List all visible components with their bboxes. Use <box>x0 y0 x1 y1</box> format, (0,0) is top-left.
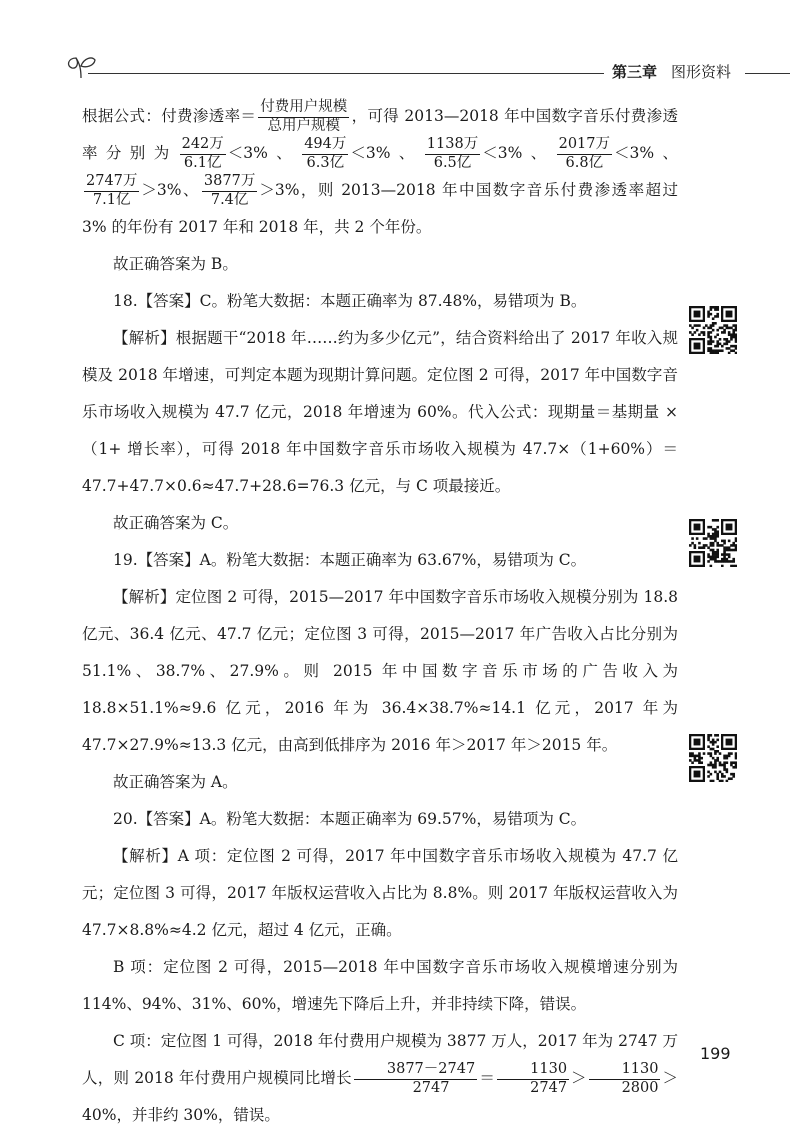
frac-num: 2017万 <box>557 136 612 154</box>
c-formula <box>352 1061 663 1096</box>
header-rule-right <box>745 73 790 74</box>
leaf-icon <box>64 48 98 82</box>
page-number: 199 <box>700 1044 731 1063</box>
chapter-heading <box>612 61 731 82</box>
formula-numerator: 付费用户规模 <box>258 99 349 117</box>
c-equals: ＝ <box>479 1069 496 1087</box>
p1-lead: 根据公式：付费渗透率＝ <box>82 107 257 125</box>
formula-fraction <box>258 99 349 135</box>
qr-code-icon[interactable] <box>689 519 737 567</box>
frac-den: 7.1亿 <box>92 191 131 208</box>
q18-answer: 18.【答案】C。粉笔大数据：本题正确率为 87.48%，易错项为 B。 <box>113 292 587 310</box>
frac-cmp: ＞3%、 <box>141 181 200 199</box>
p1-tail: 则 2013—2018 年中国数字音乐付费渗透率超过 3% 的年份有 2017 年和 2018 年，共 2 个年份。 <box>82 181 678 236</box>
fraction-group-0 <box>178 136 301 171</box>
frac-num: 3877万 <box>202 173 257 191</box>
c-frac2-den: 2747 <box>530 1079 568 1096</box>
formula-denominator: 总用户规模 <box>267 117 341 134</box>
frac-cmp: ＜3%、 <box>350 144 423 162</box>
p1-formula-paragraph <box>82 98 678 246</box>
fraction-group-1 <box>300 136 423 171</box>
page-header <box>0 0 800 90</box>
fraction-group-3 <box>555 136 679 171</box>
frac-num: 1138万 <box>425 136 480 154</box>
frac-cmp: ＜3%、 <box>614 144 679 162</box>
answer-conclusion-17: 故正确答案为 B。 <box>113 255 238 273</box>
frac-den: 6.5亿 <box>433 154 472 171</box>
chapter-number: 第三章 <box>612 63 658 81</box>
q20-analysis-c <box>82 1023 678 1134</box>
p1-mid: ，可得 2013—2018 年中国数字音乐付费渗透率分别为 <box>82 107 678 162</box>
q20-answer: 20.【答案】A。粉笔大数据：本题正确率为 69.57%，易错项为 C。 <box>113 810 587 828</box>
frac-num: 2747万 <box>84 173 139 191</box>
frac-den: 6.3亿 <box>306 154 345 171</box>
qr-code-icon[interactable] <box>689 306 737 354</box>
q19-answer: 19.【答案】A。粉笔大数据：本题正确率为 63.67%，易错项为 C。 <box>113 551 587 569</box>
fraction-group-4 <box>82 173 200 208</box>
q18-conclusion: 故正确答案为 C。 <box>113 514 239 532</box>
fraction-group-2 <box>423 136 555 171</box>
frac-cmp: ＞3%， <box>259 181 318 199</box>
c-tail: ＞40%，并非约 30%，错误。 <box>82 1069 678 1124</box>
frac-den: 6.8亿 <box>565 154 604 171</box>
qr-code-icon[interactable] <box>689 734 737 782</box>
c-greater: ＞ <box>571 1069 587 1087</box>
page-content <box>82 98 678 1134</box>
q18-analysis: 【解析】根据题干“2018 年……约为多少亿元”，结合资料给出了 2017 年收入规模及 2018 年增速，可判定本题为现期计算问题。定位图 2 可得，2017 年中国数字音乐市场收入规模为 47.7 亿元，2018 年增速为 60%。代入公式：现期量＝基期量 ×（1+ 增长率），可得 2018 年中国数字音乐市场收入规模为 47.7×（1+60%）＝47.7+47.7×0.6≈47.7+28.6=76.3 亿元，与 C 项最接近。 <box>82 329 678 495</box>
frac-num: 242万 <box>180 136 226 154</box>
q19-conclusion: 故正确答案为 A。 <box>113 773 238 791</box>
frac-cmp: ＜3%、 <box>482 144 555 162</box>
frac-den: 6.1亿 <box>183 154 222 171</box>
c-frac1-num: 3877－2747 <box>354 1061 477 1079</box>
q19-analysis: 【解析】定位图 2 可得，2015—2017 年中国数字音乐市场收入规模分别为 18.8 亿元、36.4 亿元、47.7 亿元；定位图 3 可得，2015—2017 年广告收入占比分别为 51.1%、38.7%、27.9%。则 2015 年中国数字音乐市场的广告收入为 18.8×51.1%≈9.6 亿元，2016 年为 36.4×38.7%≈14.1 亿元，2017 年为 47.7×27.9%≈13.3 亿元，由高到低排序为 2016 年＞2017 年＞2015 年。 <box>82 588 678 754</box>
header-rule-left <box>88 73 604 74</box>
frac-cmp: ＜3%、 <box>227 144 301 162</box>
c-lead: C 项：定位图 1 可得，2018 年付费用户规模为 3877 万人，2017 年为 2747 万人，则 2018 年付费用户规模同比增长 <box>82 1032 678 1087</box>
c-frac1-den: 2747 <box>412 1079 450 1096</box>
frac-den: 7.4亿 <box>210 191 249 208</box>
q20-analysis-b: B 项：定位图 2 可得，2015—2018 年中国数字音乐市场收入规模增速分别为 114%、94%、31%、60%，增速先下降后上升，并非持续下降，错误。 <box>82 958 678 1013</box>
c-frac2-num: 1130 <box>497 1061 569 1079</box>
q20-analysis-a: 【解析】A 项：定位图 2 可得，2017 年中国数字音乐市场收入规模为 47.7 亿元；定位图 3 可得，2017 年版权运营收入占比为 8.8%。则 2017 年版权运营收入为 47.7×8.8%≈4.2 亿元，超过 4 亿元，正确。 <box>82 847 678 939</box>
c-frac3-den: 2800 <box>621 1079 659 1096</box>
chapter-title: 图形资料 <box>671 63 732 81</box>
frac-num: 494万 <box>302 136 348 154</box>
c-frac3-num: 1130 <box>589 1061 661 1079</box>
fraction-group-5 <box>200 173 318 208</box>
